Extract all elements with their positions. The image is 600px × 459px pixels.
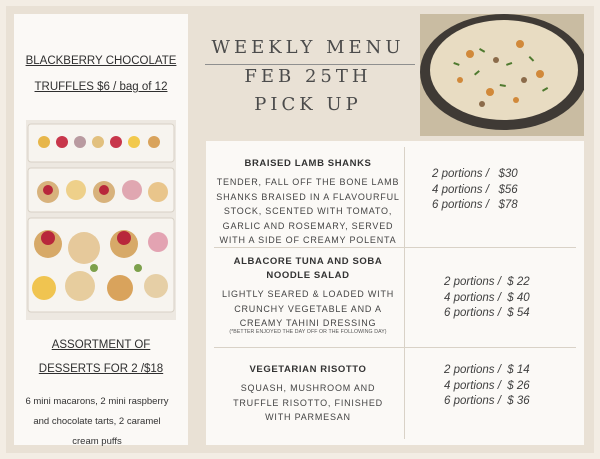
- desserts-desc-line: 6 mini macarons, 2 mini raspberry: [25, 396, 169, 407]
- item-desc-line: GARLIC AND ROSEMARY, SERVED: [222, 220, 394, 231]
- item-desc-line: CRUNCHY VEGETABLE AND A: [234, 303, 382, 314]
- item-desc-line: WITH A SIDE OF CREAMY POLENTA: [219, 235, 397, 245]
- item-desc-risotto: [212, 381, 404, 425]
- column-divider: [404, 147, 405, 439]
- item-name-line: NOODLE SALAD: [266, 270, 350, 281]
- desserts-title-line1: ASSORTMENT OF: [51, 339, 151, 351]
- item-desc-lamb: [212, 175, 404, 248]
- item-desc-line: TRUFFLE RISOTTO, FINISHED: [233, 397, 383, 408]
- truffles-title-line1: BLACKBERRY CHOCOLATE: [25, 55, 177, 67]
- item-desc-line: LIGHTLY SEARED & LOADED WITH: [221, 289, 395, 299]
- price-line: 2 portions / $ 22: [444, 276, 530, 288]
- item-name-line: ALBACORE TUNA AND SOBA: [233, 256, 383, 267]
- price-list-tuna: [444, 275, 584, 322]
- item-desc-line: TENDER, FALL OFF THE BONE LAMB: [216, 177, 400, 187]
- item-name-lamb: [212, 157, 404, 171]
- desserts-desc-line: and chocolate tarts, 2 caramel: [33, 416, 161, 427]
- item-name-tuna: [212, 255, 404, 283]
- truffles-title-line2: TRUFFLES $6 / bag of 12: [34, 81, 168, 93]
- menu-heading-line3: PICK UP: [254, 94, 362, 115]
- item-name-risotto: [212, 363, 404, 377]
- promo-card: [14, 14, 188, 445]
- menu-card: [206, 141, 584, 445]
- price-line: 4 portions / $56: [432, 183, 518, 196]
- item-name-line: VEGETARIAN RISOTTO: [249, 364, 367, 375]
- menu-heading-line2: FEB 25TH: [244, 66, 372, 87]
- heading-divider: [205, 64, 415, 65]
- desserts-desc-line: cream puffs: [72, 436, 122, 447]
- price-line: 4 portions / $ 26: [444, 379, 530, 392]
- desserts-title-line2: DESSERTS FOR 2 /$18: [38, 363, 164, 375]
- item-note-tuna: (*BETTER ENJOYED THE DAY OFF OR THE FOLLOWING DAY): [229, 329, 387, 335]
- menu-heading-line1: WEEKLY MENU: [211, 37, 405, 58]
- risotto-photo: [420, 14, 584, 136]
- price-line: 6 portions / $ 54: [444, 307, 530, 319]
- price-list-lamb: [432, 167, 572, 214]
- price-line: 2 portions / $ 14: [444, 364, 530, 376]
- row-divider: [214, 347, 576, 348]
- price-line: 6 portions / $ 36: [444, 395, 530, 407]
- item-desc-line: WITH PARMESAN: [265, 412, 351, 422]
- desserts-photo: [26, 120, 176, 320]
- price-line: 4 portions / $ 40: [444, 291, 530, 304]
- item-desc-line: CREAMY TAHINI DRESSING: [239, 318, 377, 328]
- desserts-description: [14, 392, 180, 452]
- item-desc-tuna: [212, 287, 404, 331]
- row-divider: [214, 247, 576, 248]
- item-desc-line: STOCK, SCENTED WITH TOMATO,: [223, 206, 393, 216]
- price-line: 2 portions / $30: [432, 168, 518, 180]
- price-line: 6 portions / $78: [432, 199, 518, 211]
- price-list-risotto: [444, 363, 584, 410]
- item-desc-line: SQUASH, MUSHROOM AND: [240, 383, 376, 393]
- item-name-line: BRAISED LAMB SHANKS: [244, 158, 372, 169]
- item-desc-line: SHANKS BRAISED IN A FLAVOURFUL: [216, 191, 400, 202]
